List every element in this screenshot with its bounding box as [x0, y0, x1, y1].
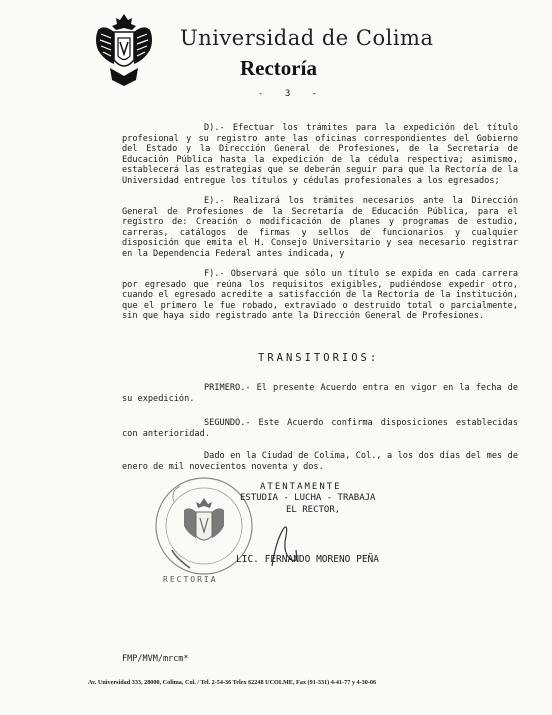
typist-initials: FMP/MVM/mrcm*: [122, 654, 189, 664]
footer-address: Av. Universidad 333, 28000, Colima, Col. / Tel. 2-54-36 Telex 62248 UCOLME, Fax (91-331) 4-41-77 y 4-30-06: [88, 679, 377, 686]
transitorios-heading: TRANSITORIOS:: [258, 352, 380, 364]
university-eagle-emblem: [92, 10, 156, 88]
office-title: Rectoría: [240, 56, 317, 80]
signatory-title: EL RECTOR,: [286, 505, 341, 515]
university-seal-stamp: [150, 472, 258, 584]
paragraph-d: D).- Efectuar los trámites para la expedición del título profesional y su registro ante las oficinas correspondientes del Gobierno del Estado y la Dirección General de Profesiones, de la Secretaría de Educación Pública hasta la expedición de la cédula respectiva; asimismo, establecerá las estrategias que se deberán seguir para que la Rectoría de la Universidad entregue los títulos y cédulas profesionales a los egresados;: [122, 123, 518, 186]
rectoria-stamp: RECTORIA: [163, 575, 218, 584]
closing-atentamente: ATENTAMENTE: [260, 482, 342, 492]
paragraph-f: F).- Observará que sólo un título se expida en cada carrera por egresado que reúna los requisitos exigibles, pudiéndose expedir otro, cuando el egresado acredite a satisfacción de la Rectoría de la institución, que el primero le fue robado, extraviado o destruido total o parcialmente, sin que haya sido registrado ante la Dirección General de Profesiones.: [122, 269, 518, 321]
university-name: Universidad de Colima: [180, 26, 434, 50]
article-segundo: SEGUNDO.- Este Acuerdo confirma disposiciones establecidas con anterioridad.: [122, 418, 518, 439]
paragraph-e: E).- Realizará los trámites necesarios ante la Dirección General de Profesiones de la Secretaría de Educación Pública, para el registro de: Creación o modificación de planes y programas de estudio, carreras, catálogos de firmas y sellos de funcionarios y cualquier disposición que emita el H. Consejo Universitario y sea necesario registrar en la Dependencia Federal antes indicada, y: [122, 196, 518, 259]
page-number: - 3 -: [258, 89, 326, 99]
signatory-name: LIC. FERNANDO MORENO PEÑA: [236, 554, 379, 565]
dated-statement: Dado en la Ciudad de Colima, Col., a los dos días del mes de enero de mil novecientos noventa y dos.: [122, 451, 518, 472]
article-primero: PRIMERO.- El presente Acuerdo entra en vigor en la fecha de su expedición.: [122, 383, 518, 404]
university-motto: ESTUDIA - LUCHA - TRABAJA: [240, 493, 376, 503]
